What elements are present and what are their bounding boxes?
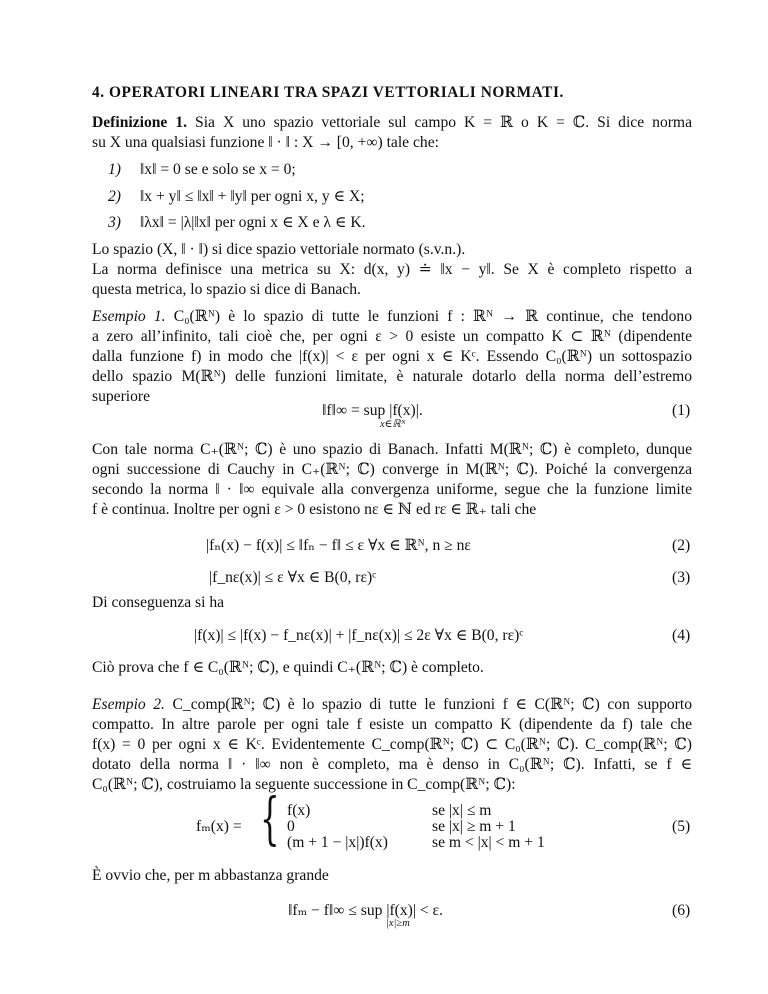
item-text: ‖λx‖ = |λ|‖x‖ per ogni x ∈ X e λ ∈ K. — [139, 214, 366, 231]
item-text: ‖x + y‖ ≤ ‖x‖ + ‖y‖ per ogni x, y ∈ X; — [139, 188, 365, 205]
item-number: 1) — [108, 161, 121, 178]
example1-line-2: a zero all’infinito, tali cioè che, per ogni ε > 0 esiste un compatto K ⊂ ℝᴺ (dipendente — [92, 328, 692, 345]
item-number: 3) — [108, 214, 121, 231]
conclusion-text: Ciò prova che f ∈ C₀(ℝᴺ; ℂ), e quindi C₊(ℝᴺ; ℂ) è completo. — [92, 659, 484, 676]
example2-line-2: compatto. In altre parole per ogni tale f esiste un compatto K (dipendente da f) tale che — [92, 716, 692, 733]
equation-1: ‖f‖∞ = sup |f(x)|. — [322, 402, 423, 419]
example1-label: Esempio 1. — [92, 308, 166, 325]
example2-line-3: f(x) = 0 per ogni x ∈ Kᶜ. Evidentemente C_comp(ℝᴺ; ℂ) ⊂ C₀(ℝᴺ; ℂ). C_comp(ℝᴺ; ℂ) — [92, 736, 692, 753]
example1-after-line-4: f è continua. Inoltre per ogni ε > 0 esistono nε ∈ ℕ ed rε ∈ ℝ₊ tali che — [92, 501, 537, 518]
example1-line-3: dalla funzione f) in modo che |f(x)| < ε per ogni x ∈ Kᶜ. Essendo C₀(ℝᴺ) un sottospazio — [92, 348, 692, 365]
equation-6-number: (6) — [672, 902, 691, 919]
equation-6-subscript: |x|≥m — [386, 918, 410, 929]
example2-text-1: C_comp(ℝᴺ; ℂ) è lo spazio di tutte le funzioni f ∈ C(ℝᴺ; ℂ) con supporto — [172, 696, 693, 713]
equation-2-number: (2) — [672, 537, 691, 554]
case-2-value: 0 — [287, 818, 295, 835]
example1-after-line-3: secondo la norma ‖ · ‖∞ equivale alla convergenza uniforme, segue che la funzione limite — [92, 481, 692, 498]
definition-item-2 — [108, 187, 708, 207]
item-text: ‖x‖ = 0 se e solo se x = 0; — [139, 161, 296, 178]
example1-text-1: C₀(ℝᴺ) è lo spazio di tutte le funzioni f : ℝᴺ → ℝ continue, che tendono — [173, 308, 692, 325]
case-3-condition: se m < |x| < m + 1 — [432, 834, 545, 851]
case-1-condition: se |x| ≤ m — [432, 802, 492, 819]
example2-label: Esempio 2. — [92, 696, 165, 713]
consequence-text: Di conseguenza si ha — [92, 594, 225, 611]
example1-line-1 — [92, 307, 692, 327]
equation-6: ‖fₘ − f‖∞ ≤ sup |f(x)| < ε. — [288, 902, 443, 919]
example2-line-1 — [92, 695, 692, 715]
example1-after-line-2: ogni successione di Cauchy in C₊(ℝᴺ; ℂ) converge in M(ℝᴺ; ℂ). Poiché la convergenza — [92, 461, 692, 478]
metric-line-1: La norma definisce una metrica su X: d(x, y) ≐ ‖x − y‖. Se X è completo rispetto a — [92, 261, 692, 278]
equation-4-number: (4) — [672, 627, 691, 644]
example1-line-5: superiore — [92, 388, 151, 405]
equation-2: |fₙ(x) − f(x)| ≤ ‖fₙ − f‖ ≤ ε ∀x ∈ ℝᴺ, n ≥ nε — [206, 537, 471, 554]
obvious-text: È ovvio che, per m abbastanza grande — [92, 867, 329, 884]
definition-line-1 — [92, 113, 692, 133]
metric-line-2: questa metrica, lo spazio si dice di Banach. — [92, 281, 361, 298]
definition-label: Definizione 1. — [92, 114, 188, 131]
equation-4: |f(x)| ≤ |f(x) − f_nε(x)| + |f_nε(x)| ≤ 2ε ∀x ∈ B(0, rε)ᶜ — [194, 627, 524, 644]
equation-1-subscript: x∈ℝᴺ — [380, 419, 406, 430]
svn-paragraph: Lo spazio (X, ‖ · ‖) si dice spazio vettoriale normato (s.v.n.). — [92, 241, 466, 258]
equation-5-number: (5) — [672, 818, 691, 835]
example1-after-line-1: Con tale norma C₊(ℝᴺ; ℂ) è uno spazio di Banach. Infatti M(ℝᴺ; ℂ) è completo, dunque — [92, 441, 692, 458]
equation-3: |f_nε(x)| ≤ ε ∀x ∈ B(0, rε)ᶜ — [209, 569, 377, 586]
definition-text-1: Sia X uno spazio vettoriale sul campo K = ℝ o K = ℂ. Si dice norma — [195, 114, 692, 131]
case-3-value: (m + 1 − |x|)f(x) — [287, 834, 388, 851]
definition-item-1 — [108, 160, 708, 180]
left-brace: { — [260, 787, 280, 852]
section-heading: 4. OPERATORI LINEARI TRA SPAZI VETTORIALI NORMATI. — [92, 84, 564, 101]
equation-5-lhs: fₘ(x) = — [196, 818, 242, 835]
definition-item-3 — [108, 213, 708, 233]
equation-3-number: (3) — [672, 569, 691, 586]
example1-line-4: dello spazio M(ℝᴺ) delle funzioni limitate, è naturale dotarlo della norma dell’estremo — [92, 368, 692, 385]
case-2-condition: se |x| ≥ m + 1 — [432, 818, 516, 835]
example2-line-4: dotato della norma ‖ · ‖∞ non è completo, ma è denso in C₀(ℝᴺ; ℂ). Infatti, se f ∈ — [92, 756, 692, 773]
equation-1-number: (1) — [672, 402, 691, 419]
definition-line-2: su X una qualsiasi funzione ‖ · ‖ : X → [0, +∞) tale che: — [92, 134, 439, 151]
example2-line-5: C₀(ℝᴺ; ℂ), costruiamo la seguente successione in C_comp(ℝᴺ; ℂ): — [92, 776, 516, 793]
item-number: 2) — [108, 188, 121, 205]
case-1-value: f(x) — [287, 802, 311, 819]
